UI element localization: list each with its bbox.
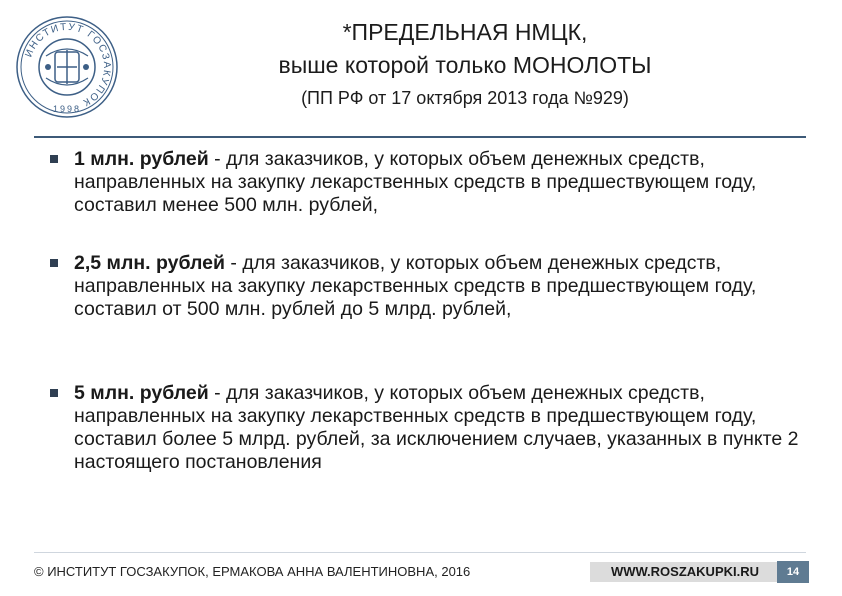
bullet-text [74,382,800,474]
bullet-square-icon [50,155,58,163]
bullet-text [74,148,800,217]
bullet-amount: 1 млн. рублей [74,148,209,170]
bullet-text [74,252,800,321]
bullet-item [50,148,800,217]
slide-title-line1: *ПРЕДЕЛЬНАЯ НМЦК, [342,19,588,45]
bullet-item [50,382,800,474]
bullet-item [50,252,800,321]
page-number: 14 [777,561,809,583]
slide-subtitle: (ПП РФ от 17 октября 2013 года №929) [301,88,629,108]
header-divider [34,136,806,138]
logo-year: 1998 [52,104,82,114]
bullet-square-icon [50,389,58,397]
bullet-square-icon [50,259,58,267]
bullet-description: - для заказчиков, у которых объем денежных средств, направленных на закупку лекарственных средств в предшествующем году, составил более 5 млрд. рублей, за исключением случаев, указанных в пункте 2 настоящего постановления [74,382,799,473]
bullet-description: - для заказчиков, у которых объем денежных средств, направленных на закупку лекарственных средств в предшествующем году, составил от 500 млн. рублей до 5 млрд. рублей, [74,252,757,320]
footer-divider [34,552,806,553]
footer-copyright: © ИНСТИТУТ ГОСЗАКУПОК, ЕРМАКОВА АННА ВАЛЕНТИНОВНА, 2016 [34,564,471,579]
institute-logo [14,14,120,120]
logo-ring-text: ИНСТИТУТ ГОСЗАКУПОК [23,21,113,109]
slide-title-line2: выше которой только МОНОЛОТЫ [278,52,652,78]
bullet-amount: 5 млн. рублей [74,382,209,404]
logo-seal-icon [14,14,120,120]
footer-website-link[interactable]: WWW.ROSZAKUPKI.RU [590,562,780,582]
bullet-amount: 2,5 млн. рублей [74,252,225,274]
bullet-description: - для заказчиков, у которых объем денежных средств, направленных на закупку лекарственных средств в предшествующем году, составил менее 500 млн. рублей, [74,148,757,216]
